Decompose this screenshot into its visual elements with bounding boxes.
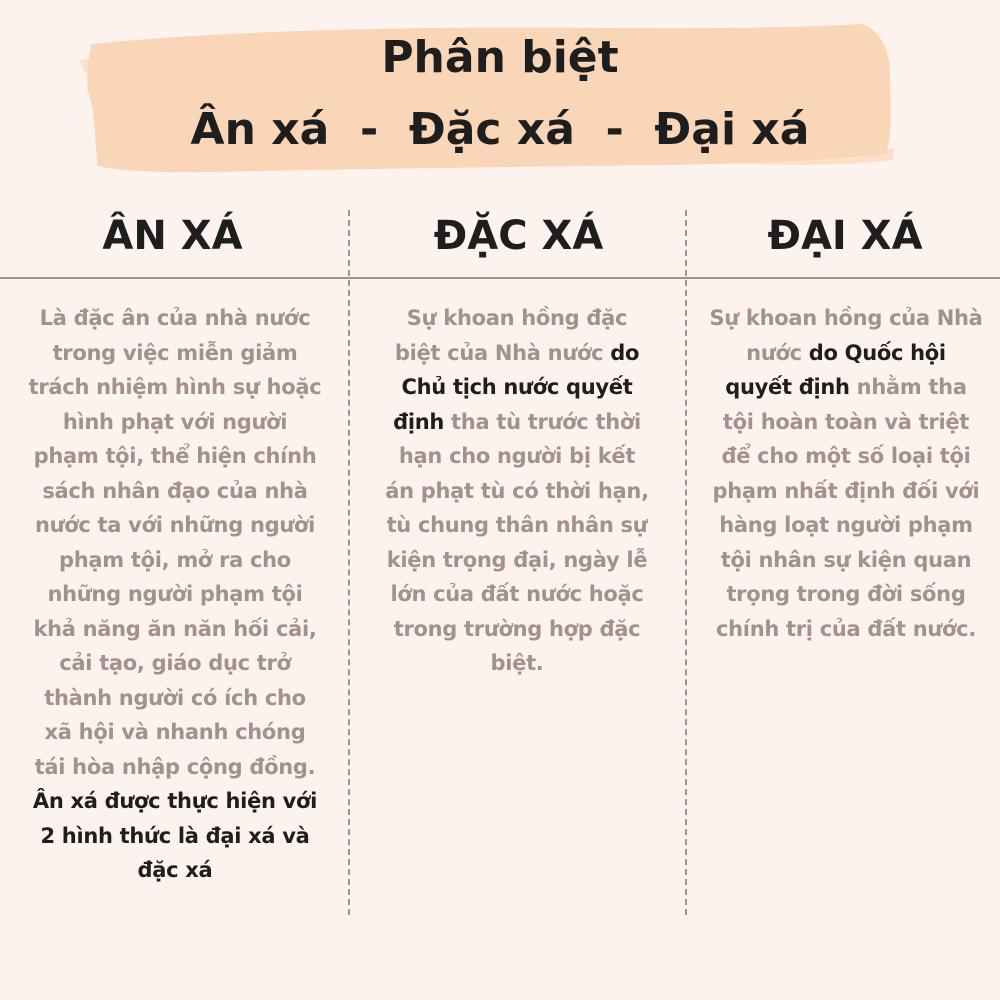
body-text: tù chung thân nhân sự <box>386 513 648 537</box>
column-body-dac-xa <box>366 301 668 681</box>
column-divider-2 <box>685 210 687 915</box>
body-text: biệt của Nhà nước <box>394 340 611 365</box>
body-line <box>20 336 330 371</box>
body-line <box>366 405 668 440</box>
body-text: nhằm tha <box>849 375 967 399</box>
body-text: Sự khoan hồng đặc <box>406 306 628 330</box>
body-line <box>20 301 330 336</box>
body-line <box>700 474 992 509</box>
body-line <box>20 681 330 716</box>
body-line <box>20 543 330 578</box>
body-line <box>366 646 668 681</box>
body-text: thành người có ích cho <box>44 685 306 710</box>
column-heading-dac-xa: ĐẶC XÁ <box>433 213 604 259</box>
body-line <box>20 646 330 681</box>
body-text: trong trường hợp đặc <box>393 616 641 641</box>
body-text: trong việc miễn giảm <box>52 340 298 365</box>
body-line <box>366 370 668 405</box>
heading-divider <box>0 277 1000 279</box>
body-line <box>20 784 330 819</box>
body-line <box>700 336 992 371</box>
body-line <box>20 612 330 647</box>
body-line <box>366 474 668 509</box>
body-line <box>700 612 992 647</box>
body-line <box>20 370 330 405</box>
body-text: trọng trong đời sống <box>726 582 966 606</box>
body-line <box>20 508 330 543</box>
body-text: những người phạm tội <box>47 582 303 606</box>
body-line <box>700 370 992 405</box>
body-text-emphasis: 2 hình thức là đại xá và <box>40 823 310 848</box>
body-line <box>700 301 992 336</box>
body-text: nước ta với những người <box>34 513 316 537</box>
body-line <box>366 577 668 612</box>
body-text-emphasis: đặc xá <box>137 858 213 882</box>
body-text-emphasis: quyết định <box>725 375 850 399</box>
body-line <box>20 715 330 750</box>
body-text-emphasis: Ân xá được thực hiện với <box>32 789 318 813</box>
body-text: phạm nhất định đối với <box>712 478 980 503</box>
body-line <box>700 439 992 474</box>
body-text: hạn cho người bị kết <box>398 444 636 468</box>
body-text: kiện trọng đại, ngày lễ <box>386 547 648 572</box>
body-text: biệt. <box>490 651 544 675</box>
column-heading-dai-xa: ĐẠI XÁ <box>767 213 923 259</box>
column-heading-an-xa: ÂN XÁ <box>102 213 243 259</box>
body-line <box>20 474 330 509</box>
body-text: sách nhân đạo của nhà <box>42 478 308 503</box>
body-text: khả năng ăn năn hối cải, <box>33 616 317 641</box>
body-text: hàng loạt người phạm <box>719 513 973 537</box>
body-line <box>700 543 992 578</box>
body-text: nước <box>746 340 809 365</box>
body-text: tội nhân sự kiện quan <box>720 547 972 572</box>
body-text: tha tù trước thời <box>444 409 641 434</box>
body-line <box>20 853 330 888</box>
body-line <box>20 750 330 785</box>
page-title-line-2: Ân xá - Đặc xá - Đại xá <box>190 104 810 155</box>
body-text: để cho một số loại tội <box>721 444 971 468</box>
body-text: tội hoàn toàn và triệt <box>722 409 970 434</box>
body-line <box>366 508 668 543</box>
body-line <box>20 577 330 612</box>
column-divider-1 <box>348 210 350 915</box>
page-title-line-1: Phân biệt <box>381 32 619 83</box>
body-line <box>20 439 330 474</box>
body-text: lớn của đất nước hoặc <box>390 582 644 606</box>
column-body-an-xa <box>20 301 330 888</box>
body-line <box>20 819 330 854</box>
body-line <box>700 508 992 543</box>
body-line <box>700 405 992 440</box>
body-text: cải tạo, giáo dục trở <box>59 651 291 675</box>
body-line <box>366 543 668 578</box>
body-line <box>366 439 668 474</box>
body-text: trách nhiệm hình sự hoặc <box>28 375 322 399</box>
body-text-emphasis: định <box>393 409 445 434</box>
body-line <box>366 612 668 647</box>
body-text: chính trị của đất nước. <box>716 616 976 641</box>
body-text-emphasis: do <box>610 340 640 365</box>
body-text: phạm tội, thể hiện chính <box>33 444 317 468</box>
body-text-emphasis: do Quốc hội <box>808 340 946 365</box>
body-text-emphasis: Chủ tịch nước quyết <box>401 375 633 399</box>
body-text: Là đặc ân của nhà nước <box>39 306 311 330</box>
body-text: xã hội và nhanh chóng <box>44 720 306 744</box>
body-line <box>366 301 668 336</box>
body-line <box>700 577 992 612</box>
column-body-dai-xa <box>700 301 992 646</box>
body-line <box>20 405 330 440</box>
body-text: tái hòa nhập cộng đồng. <box>34 754 316 779</box>
body-line <box>366 336 668 371</box>
body-text: hình phạt với người <box>62 409 288 434</box>
body-text: phạm tội, mở ra cho <box>59 547 291 572</box>
body-text: án phạt tù có thời hạn, <box>385 478 649 503</box>
body-text: Sự khoan hồng của Nhà <box>709 306 983 330</box>
